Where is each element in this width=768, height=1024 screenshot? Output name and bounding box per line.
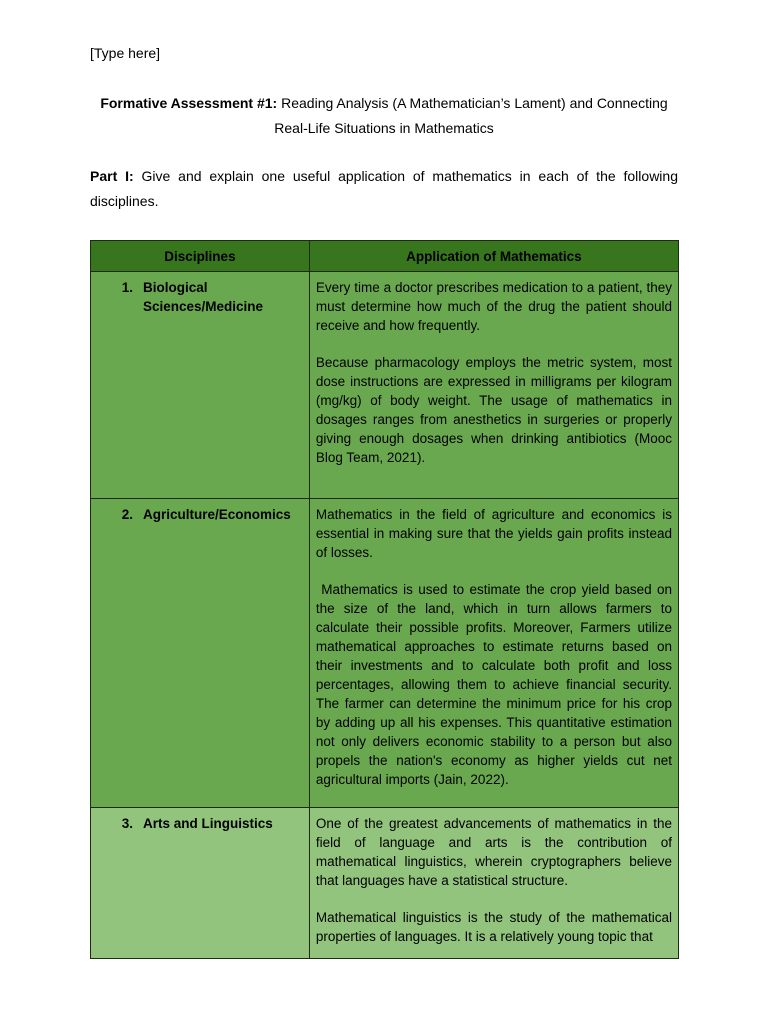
discipline-name: Biological Sciences/Medicine — [143, 280, 264, 314]
table-header-row — [91, 241, 679, 272]
header-disciplines: Disciplines — [91, 241, 310, 272]
discipline-name: Agriculture/Economics — [143, 507, 291, 522]
discipline-cell — [91, 808, 310, 959]
header-placeholder: [Type here] — [90, 45, 161, 61]
part-instructions — [90, 164, 678, 214]
discipline-cell — [91, 499, 310, 808]
row-number: 3. — [121, 816, 133, 831]
part-text: Give and explain one useful application of mathematics in each of the following disciplines. — [90, 168, 678, 209]
application-paragraph: One of the greatest advancements of mathematics in the field of language and arts is the contribution of mathematical linguistics, wherein cryptographers believe that languages have a statistical structure. — [315, 816, 672, 888]
application-paragraph: Mathematics is used to estimate the crop yield based on the size of the land, which in turn allows farmers to calculate their possible profits. Moreover, Farmers utilize mathematical approaches to estimate returns based on their investments and to calculate both profit and loss percentages, allowing them to achieve financial security. The farmer can determine the minimum price for his crop by adding up all his expenses. This quantitative estimation not only delivers economic stability to a person but also propels the nation's economy as higher yields cut net agricultural imports (Jain, 2022). — [315, 582, 676, 787]
title-bold-prefix: Formative Assessment #1: — [100, 95, 278, 111]
row-number: 1. — [121, 280, 133, 295]
application-paragraph: Mathematics in the field of agriculture and economics is essential in making sure that the yields gain profits instead of losses. — [315, 507, 672, 560]
application-cell — [309, 808, 678, 959]
application-paragraph: Every time a doctor prescribes medication to a patient, they must determine how much of the drug the patient should receive and how frequently. — [315, 280, 672, 333]
application-paragraph: Mathematical linguistics is the study of the mathematical properties of languages. It is a relatively young topic that — [315, 910, 672, 944]
part-label: Part I: — [90, 168, 134, 184]
application-cell — [309, 272, 678, 499]
application-paragraph: Because pharmacology employs the metric system, most dose instructions are expressed in milligrams per kilogram (mg/kg) of body weight. The usage of mathematics in dosages ranges from anesthetics in surgeries or properly giving enough dosages when drinking antibiotics (Mooc Blog Team, 2021). — [315, 355, 672, 465]
table-row — [91, 272, 679, 499]
title-line2: Real-Life Situations in Mathematics — [274, 120, 494, 136]
table-row — [91, 499, 679, 808]
document-title — [90, 91, 678, 141]
application-cell — [309, 499, 678, 808]
discipline-name: Arts and Linguistics — [143, 816, 273, 831]
table-row — [91, 808, 679, 959]
discipline-cell — [91, 272, 310, 499]
title-line1: Reading Analysis (A Mathematician’s Lament) and Connecting — [277, 95, 668, 111]
disciplines-table — [90, 240, 679, 959]
header-application: Application of Mathematics — [309, 241, 678, 272]
row-number: 2. — [121, 507, 133, 522]
